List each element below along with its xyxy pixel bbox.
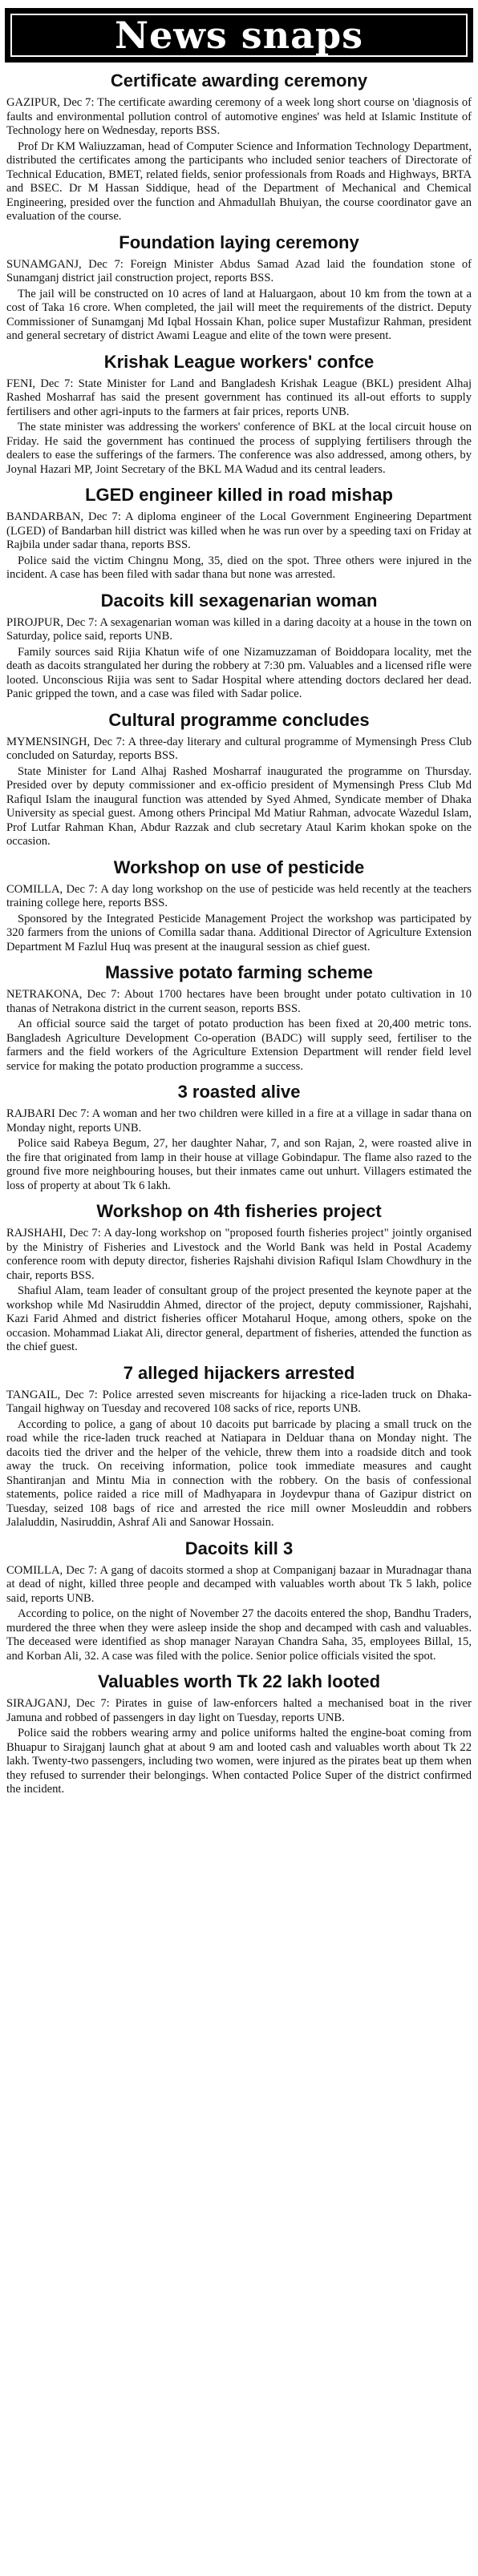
article-paragraph: Sponsored by the Integrated Pesticide Management Project the workshop was participated by 320 farmers from the unions of Comilla sadar thana. Additional Director of Agriculture Extension Department M Fazlul Huq was present at the inaugural session as chief guest.	[6, 912, 472, 953]
article-paragraph: COMILLA, Dec 7: A day long workshop on the use of pesticide was held recently at the teachers training college here, reports BSS.	[6, 882, 472, 909]
article-headline: Workshop on use of pesticide	[113, 857, 365, 877]
masthead	[5, 8, 473, 62]
article-paragraph: COMILLA, Dec 7: A gang of dacoits stormed a shop at Companiganj bazaar in Muradnagar thana at dead of night, killed three people and decamped with valuables worth about Tk 5 lakh, police said, reports UNB.	[6, 1563, 472, 1605]
article-paragraph: RAJSHAHI, Dec 7: A day-long workshop on "proposed fourth fisheries project" jointly organised by the Ministry of Fisheries and Livestock and the World Bank was held in Postal Academy conference room with deputy director, fisheries Rajshahi division Rafiqul Islam Chowdhury in the chair, reports BSS.	[6, 1227, 472, 1282]
news-article	[6, 1538, 472, 1664]
article-paragraph: GAZIPUR, Dec 7: The certificate awarding ceremony of a week long short course on 'diagnosis of faults and environmental pollution control of automotive engines' was held at Islamic Institute of Technology here on Wednesday, reports BSS.	[6, 96, 472, 137]
news-article	[6, 352, 472, 478]
article-paragraph: Police said Rabeya Begum, 27, her daughter Nahar, 7, and son Rajan, 2, were roasted alive in the fire that originated from lamp in their house at village Gobindapur. The flame also razed to the ground five more neighbouring houses, but their inmates came out unhurt. Villagers estimated the loss of property at about Tk 6 lakh.	[6, 1137, 472, 1192]
article-paragraph: NETRAKONA, Dec 7: About 1700 hectares have been brought under potato cultivation in 10 thanas of Netrakona district in the current season, reports BSS.	[6, 988, 472, 1015]
news-article	[6, 485, 472, 583]
news-page	[3, 0, 475, 1797]
article-paragraph: An official source said the target of potato production has been fixed at 20,400 metric tons. Bangladesh Agriculture Development Co-operation (BADC) will supply seed, fertiliser to the farmers and the field workers of the Agriculture Extension Department will render field level service for making the potato production programme a success.	[6, 1018, 472, 1073]
article-paragraph: Family sources said Rijia Khatun wife of one Nizamuzzaman of Boiddopara locality, met the death as dacoits strangulated her during the robbery at 7:30 pm. Valuables and a licensed rifle were looted. Unconscious Rijia was sent to Sadar Hospital where attending doctors declared her dead. Panic gripped the town, and a case was filed with Sadar police.	[6, 645, 472, 700]
article-headline: Massive potato farming scheme	[105, 962, 373, 982]
article-paragraph: MYMENSINGH, Dec 7: A three-day literary and cultural programme of Mymensingh Press Club concluded on Saturday, reports BSS.	[6, 735, 472, 762]
article-headline: 7 alleged hijackers arrested	[123, 1362, 355, 1383]
article-headline: Dacoits kill 3	[184, 1538, 294, 1558]
article-paragraph: Police said the robbers wearing army and police uniforms halted the engine-boat coming from Bhuapur to Sirajganj launch ghat at about 9 am and looted cash and valuables worth about Tk 22 lakh. Twenty-two passengers, including two women, were injured as the pirates beat up them when they refused to surrender their belongings. When contacted Police Super of the district confirmed the incident.	[6, 1727, 472, 1796]
article-paragraph: BANDARBAN, Dec 7: A diploma engineer of the Local Government Engineering Department (LGED) of Bandarban hill district was killed when he was run over by a speeding taxi on Friday at Rajbila under sadar thana, reports BSS.	[6, 510, 472, 551]
article-paragraph: State Minister for Land Alhaj Rashed Mosharraf inaugurated the programme on Thursday. Presided over by deputy commissioner and ex-officio president of Mymensingh Press Club Md Rafiqul Islam the inaugural function was attended by Syed Ahmed, Syndicate member of Dhaka University as special guest. Among others Principal Md Matiur Rahman, advocate Wazedul Islam, Prof Lutfar Rahman Khan, Abdur Razzak and club secretary Ataul Karim khokan spoke on the occasion.	[6, 764, 472, 848]
news-article	[6, 71, 472, 224]
news-article	[6, 962, 472, 1074]
masthead-title: News snaps	[114, 14, 364, 57]
article-paragraph: FENI, Dec 7: State Minister for Land and Bangladesh Krishak League (BKL) president Alhaj Rashed Mosharraf has said the present government has continued its all-out efforts to supply fertilisers and other agri-inputs to the farmers at fair prices, reports UNB.	[6, 377, 472, 418]
news-article	[6, 710, 472, 849]
article-headline: Krishak League workers' confce	[103, 351, 375, 372]
article-paragraph: TANGAIL, Dec 7: Police arrested seven miscreants for hijacking a rice-laden truck on Dhaka-Tangail highway on Tuesday and recovered 108 sacks of rice, reports UNB.	[6, 1388, 472, 1415]
article-paragraph: Shafiul Alam, team leader of consultant group of the project presented the keynote paper at the workshop while Md Nasiruddin Ahmed, director of the project, deputy commissioner, Rajshahi, Kazi Farid Ahmed and district fisheries officer Motaharul Hoque, among others, spoke on the occasion. Mohammad Liakat Ali, director general, department of fisheries, attended the function as the chief guest.	[6, 1284, 472, 1353]
article-headline: LGED engineer killed in road mishap	[85, 485, 393, 505]
article-paragraph: PIROJPUR, Dec 7: A sexagenarian woman was killed in a daring dacoity at a house in the town on Saturday, police said, reports UNB.	[6, 615, 472, 643]
news-article	[6, 1363, 472, 1530]
article-headline: Certificate awarding ceremony	[110, 71, 368, 91]
article-headline: Cultural programme concludes	[108, 709, 370, 730]
article-paragraph: SUNAMGANJ, Dec 7: Foreign Minister Abdus Samad Azad laid the foundation stone of Sunamganj district jail construction project, reports BSS.	[6, 257, 472, 284]
article-paragraph: RAJBARI Dec 7: A woman and her two children were killed in a fire at a village in sadar thana on Monday night, reports UNB.	[6, 1107, 472, 1135]
article-paragraph: Police said the victim Chingnu Mong, 35, died on the spot. Three others were injured in the incident. A case has been filed with sadar thana but none was arrested.	[6, 554, 472, 581]
article-headline: Foundation laying ceremony	[119, 232, 359, 252]
article-headline: Dacoits kill sexagenarian woman	[100, 590, 378, 611]
article-list	[3, 71, 475, 1797]
article-headline: Valuables worth Tk 22 lakh looted	[97, 1671, 381, 1691]
article-headline: Workshop on 4th fisheries project	[96, 1201, 382, 1221]
article-paragraph: SIRAJGANJ, Dec 7: Pirates in guise of law-enforcers halted a mechanised boat in the river Jamuna and robbed of passengers in day light on Tuesday, reports UNB.	[6, 1697, 472, 1724]
news-article	[6, 857, 472, 955]
article-paragraph: The jail will be constructed on 10 acres of land at Haluargaon, about 10 km from the town at a cost of Taka 16 crore. When completed, the jail will meet the requirements of the district. Deputy Commissioner of Sunamganj Md Iqbal Hossain Khan, police super Mustafizur Rahman, president and general secretary of district Awami League and elite of the town were present.	[6, 287, 472, 342]
news-article	[6, 1671, 472, 1797]
news-article	[6, 591, 472, 702]
news-article	[6, 1082, 472, 1193]
article-headline: 3 roasted alive	[177, 1082, 301, 1102]
article-paragraph: Prof Dr KM Waliuzzaman, head of Computer Science and Information Technology Department, distributed the certificates among the participants who included senior teachers of Directorate of Technical Education, BMET, related fields, senior professionals from Roads and Highways, BRTA and BSEC. Dr M Hassan Siddique, head of the Department of Mechanical and Chemical Engineering, presided over the function and Ahmadullah Bhuiyan, the course coordinator gave an evaluation of the course.	[6, 139, 472, 223]
article-paragraph: According to police, on the night of November 27 the dacoits entered the shop, Bandhu Traders, murdered the three when they were asleep inside the shop and decamped with cash and valuables. The deceased were identified as shop manager Narayan Chandra Saha, 35, employees Billal, 15, and Korban Ali, 32. A case was filed with the police. Senior police officials visited the spot.	[6, 1607, 472, 1663]
news-article	[6, 232, 472, 344]
news-article	[6, 1201, 472, 1355]
article-paragraph: The state minister was addressing the workers' conference of BKL at the local circuit house on Friday. He said the government has continued the process of supplying fertilisers through the dealers to ease the sufferings of the farmers. The conference was also addressed, among others, by Joynal Hazari MP, Joint Secretary of the BKL MA Wadud and its central leaders.	[6, 421, 472, 476]
article-paragraph: According to police, a gang of about 10 dacoits put barricade by placing a small truck on the road while the rice-laden truck reached at Natiapara in Delduar thana on Monday night. The dacoits tied the driver and the helper of the vehicle, threw them into a roadside ditch and took away the truck. On receiving information, police took immediate measures and caught Shantiranjan and Mintu Mia in connection with the robbery. On the basis of confessional statements, police raided a rice mill of Madhyapara in Joydevpur thana of Gazipur district on Tuesday, seized 108 bags of rice and arrested the rice mill owner Mosleuddin and robbers Jalaluddin, Nasiruddin, Ashraf Ali and Sanowar Hossain.	[6, 1417, 472, 1529]
